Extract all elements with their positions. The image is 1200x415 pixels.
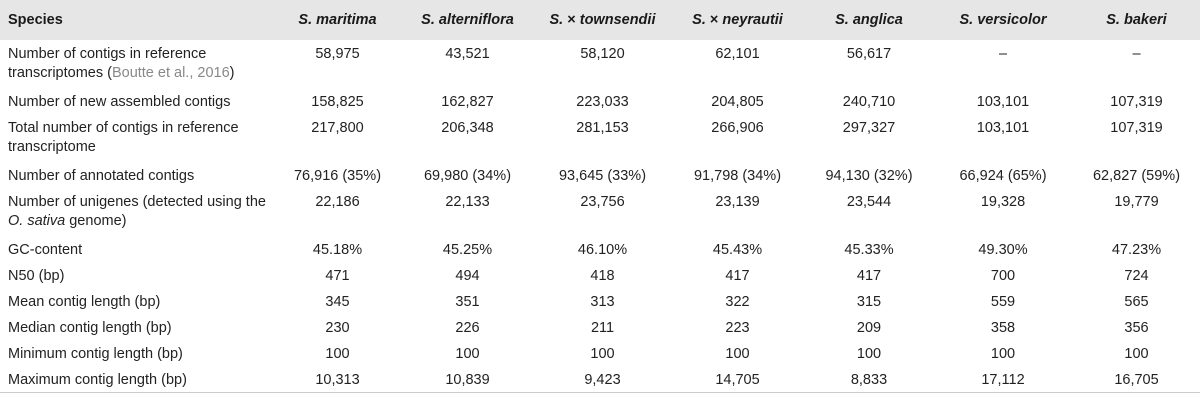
cell-value: 417 bbox=[725, 268, 750, 284]
cell-value: – bbox=[998, 46, 1008, 62]
cell-value: 100 bbox=[990, 346, 1016, 362]
cell-value: 313 bbox=[590, 294, 615, 310]
cell-value: 22,133 bbox=[445, 194, 490, 210]
cell-value: 565 bbox=[1124, 294, 1149, 310]
row-label: N50 (bp) bbox=[8, 268, 65, 284]
row-label: Total number of contigs in reference transcriptome bbox=[8, 120, 239, 155]
header-species: S. anglica bbox=[835, 12, 903, 28]
table-row bbox=[0, 40, 1200, 88]
table-row bbox=[0, 88, 1200, 114]
cell-value: 107,319 bbox=[1110, 120, 1163, 136]
cell-value: 17,112 bbox=[933, 366, 1073, 392]
cell-value: 494 bbox=[455, 268, 480, 284]
cell-value: 358 bbox=[990, 320, 1016, 336]
cell-value: 23,139 bbox=[715, 194, 760, 210]
cell-value: 45.33% bbox=[844, 242, 894, 258]
table-row bbox=[0, 114, 1200, 162]
cell-value: 297,327 bbox=[842, 120, 896, 136]
cell-value: 16,705 bbox=[1073, 366, 1200, 392]
row-label: Number of annotated contigs bbox=[8, 168, 195, 184]
table-row bbox=[0, 188, 1200, 236]
species-name-inline: O. sativa bbox=[8, 213, 66, 229]
cell-value: 23,544 bbox=[846, 194, 892, 210]
cell-value: 559 bbox=[990, 294, 1016, 310]
row-label: Minimum contig length (bp) bbox=[8, 346, 183, 362]
cell-value: 266,906 bbox=[711, 120, 764, 136]
cell-value: 209 bbox=[856, 320, 882, 336]
cell-value: 9,423 bbox=[535, 366, 670, 392]
cell-value: 724 bbox=[1124, 268, 1149, 284]
row-label: Median contig length (bp) bbox=[8, 320, 172, 336]
cell-value: 76,916 (35%) bbox=[293, 168, 382, 184]
cell-value: 58,120 bbox=[580, 46, 625, 62]
table-row bbox=[0, 366, 1200, 392]
cell-value: 103,101 bbox=[976, 94, 1030, 110]
cell-value: 62,101 bbox=[715, 46, 760, 62]
cell-value: 10,313 bbox=[275, 366, 400, 392]
cell-value: 69,980 (34%) bbox=[423, 168, 512, 184]
cell-value: 66,924 (65%) bbox=[959, 168, 1047, 184]
header-species-label: Species bbox=[8, 12, 63, 28]
cell-value: 43,521 bbox=[445, 46, 490, 62]
cell-value: 93,645 (33%) bbox=[558, 168, 647, 184]
header-species: S. × neyrautii bbox=[692, 12, 783, 28]
cell-value: 223,033 bbox=[576, 94, 629, 110]
cell-value: – bbox=[1132, 46, 1141, 62]
table-row bbox=[0, 236, 1200, 262]
cell-value: 417 bbox=[856, 268, 882, 284]
cell-value: 56,617 bbox=[846, 46, 892, 62]
cell-value: 100 bbox=[725, 346, 750, 362]
cell-value: 356 bbox=[1124, 320, 1149, 336]
cell-value: 351 bbox=[455, 294, 480, 310]
table-header-row bbox=[0, 0, 1200, 40]
row-label: Number of contigs in reference transcriptomes (Boutte et al., 2016) bbox=[8, 46, 235, 81]
cell-value: 322 bbox=[725, 294, 750, 310]
row-label: Maximum contig length (bp) bbox=[0, 366, 275, 392]
cell-value: 94,130 (32%) bbox=[825, 168, 913, 184]
cell-value: 45.43% bbox=[712, 242, 763, 258]
cell-value: 45.25% bbox=[442, 242, 493, 258]
cell-value: 100 bbox=[856, 346, 882, 362]
table-row bbox=[0, 262, 1200, 288]
citation-text: Boutte et al., 2016 bbox=[111, 65, 230, 81]
cell-value: 700 bbox=[990, 268, 1016, 284]
header-species: S. maritima bbox=[298, 12, 377, 28]
cell-value: 19,328 bbox=[980, 194, 1026, 210]
cell-value: 46.10% bbox=[577, 242, 628, 258]
cell-value: 240,710 bbox=[842, 94, 896, 110]
table-row bbox=[0, 314, 1200, 340]
cell-value: 107,319 bbox=[1110, 94, 1163, 110]
cell-value: 162,827 bbox=[441, 94, 494, 110]
cell-value: 45.18% bbox=[312, 242, 363, 258]
cell-value: 22,186 bbox=[315, 194, 360, 210]
cell-value: 230 bbox=[325, 320, 350, 336]
row-label: Mean contig length (bp) bbox=[8, 294, 161, 310]
cell-value: 315 bbox=[856, 294, 882, 310]
cell-value: 206,348 bbox=[441, 120, 494, 136]
header-species: S. alterniflora bbox=[421, 12, 514, 28]
cell-value: 91,798 (34%) bbox=[693, 168, 782, 184]
cell-value: 158,825 bbox=[311, 94, 364, 110]
cell-value: 418 bbox=[590, 268, 615, 284]
cell-value: 14,705 bbox=[670, 366, 805, 392]
cell-value: 103,101 bbox=[976, 120, 1030, 136]
table-row bbox=[0, 340, 1200, 366]
cell-value: 62,827 (59%) bbox=[1092, 168, 1181, 184]
header-species: S. versicolor bbox=[959, 12, 1047, 28]
cell-value: 100 bbox=[1124, 346, 1149, 362]
row-label: GC-content bbox=[8, 242, 83, 258]
table-row bbox=[0, 162, 1200, 188]
cell-value: 23,756 bbox=[580, 194, 625, 210]
header-species: S. bakeri bbox=[1106, 12, 1167, 28]
cell-value: 345 bbox=[325, 294, 350, 310]
cell-value: 204,805 bbox=[711, 94, 764, 110]
cell-value: 100 bbox=[455, 346, 480, 362]
cell-value: 223 bbox=[725, 320, 750, 336]
row-label: Number of new assembled contigs bbox=[8, 94, 231, 110]
header-species: S. × townsendii bbox=[549, 12, 656, 28]
cell-value: 471 bbox=[325, 268, 350, 284]
table-row bbox=[0, 288, 1200, 314]
cell-value: 226 bbox=[455, 320, 480, 336]
cell-value: 100 bbox=[590, 346, 615, 362]
cell-value: 19,779 bbox=[1114, 194, 1159, 210]
cell-value: 100 bbox=[325, 346, 350, 362]
cell-value: 10,839 bbox=[400, 366, 535, 392]
cell-value: 47.23% bbox=[1111, 242, 1162, 258]
cell-value: 8,833 bbox=[805, 366, 933, 392]
cell-value: 211 bbox=[590, 320, 615, 336]
cell-value: 281,153 bbox=[576, 120, 629, 136]
cell-value: 49.30% bbox=[978, 242, 1028, 258]
cell-value: 58,975 bbox=[315, 46, 360, 62]
row-label: Number of unigenes (detected using the O. sativa genome) bbox=[8, 194, 266, 229]
cell-value: 217,800 bbox=[311, 120, 364, 136]
